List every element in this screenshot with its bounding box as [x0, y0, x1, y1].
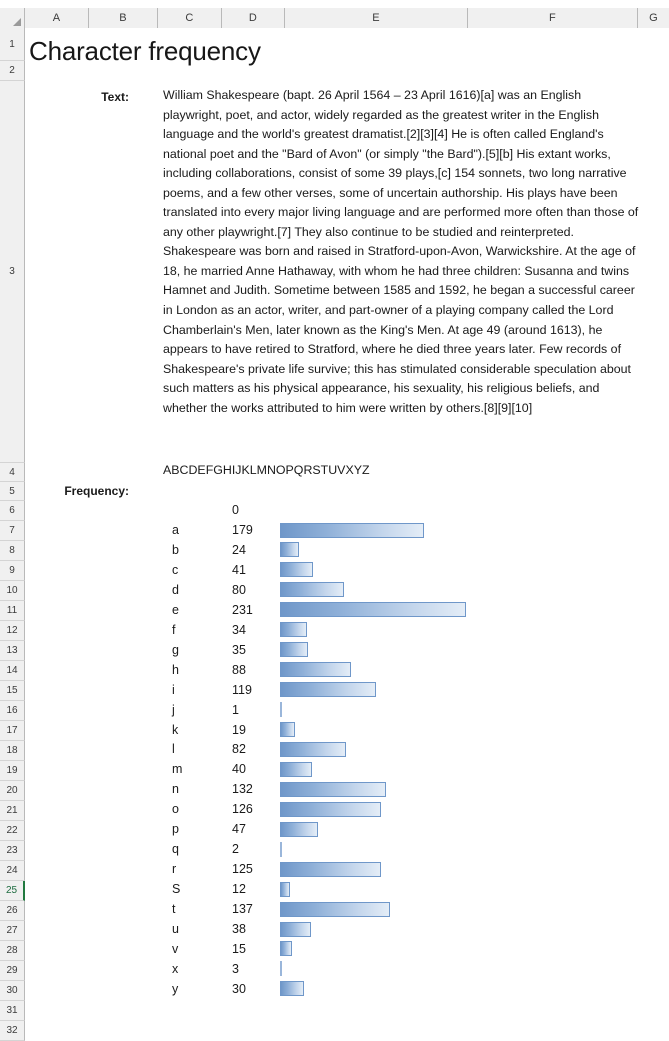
data-bar: [280, 582, 344, 597]
data-bar: [280, 941, 292, 956]
frequency-value-cell: 35: [232, 642, 246, 657]
row-header-8[interactable]: 8: [0, 541, 25, 561]
letter-cell: r: [172, 862, 177, 877]
row-header-29[interactable]: 29: [0, 961, 25, 981]
frequency-value-cell: 119: [232, 682, 252, 697]
row-headers: [0, 28, 25, 1041]
row-header-7[interactable]: 7: [0, 521, 25, 541]
data-bar: [280, 782, 386, 797]
frequency-value-cell: 132: [232, 782, 253, 797]
row-header-23[interactable]: 23: [0, 841, 25, 861]
column-header-e[interactable]: E: [285, 8, 468, 28]
data-bar: [280, 622, 307, 637]
column-header-d[interactable]: D: [222, 8, 285, 28]
row-header-9[interactable]: 9: [0, 561, 25, 581]
row-header-13[interactable]: 13: [0, 641, 25, 661]
column-header-f[interactable]: F: [468, 8, 638, 28]
row-header-16[interactable]: 16: [0, 701, 25, 721]
data-bar: [280, 822, 318, 837]
frequency-value-cell: 3: [232, 961, 239, 976]
row-header-24[interactable]: 24: [0, 861, 25, 881]
data-bar: [280, 842, 282, 857]
data-bar: [280, 981, 304, 996]
frequency-value-cell: 179: [232, 523, 253, 537]
row-header-11[interactable]: 11: [0, 601, 25, 621]
row-header-19[interactable]: 19: [0, 761, 25, 781]
letter-cell: l: [172, 742, 175, 757]
letter-cell: h: [172, 662, 179, 677]
row-header-2[interactable]: 2: [0, 61, 25, 81]
row-header-31[interactable]: 31: [0, 1001, 25, 1021]
letter-cell: S: [172, 882, 181, 897]
row-header-1[interactable]: 1: [0, 28, 25, 61]
frequency-value-cell: 47: [232, 822, 246, 837]
row-header-18[interactable]: 18: [0, 741, 25, 761]
letter-cell: m: [172, 762, 183, 777]
data-bar: [280, 862, 381, 877]
letter-cell: p: [172, 822, 179, 837]
frequency-value-cell: 15: [232, 941, 246, 956]
letter-cell: t: [172, 902, 176, 917]
page-title: Character frequency: [29, 36, 261, 66]
row-header-26[interactable]: 26: [0, 901, 25, 921]
data-bar: [280, 682, 376, 697]
frequency-value-cell: 82: [232, 742, 246, 757]
frequency-value-cell: 38: [232, 922, 246, 936]
letter-cell: b: [172, 542, 179, 557]
letter-cell: q: [172, 842, 179, 857]
row-header-32[interactable]: 32: [0, 1021, 25, 1041]
row-header-6[interactable]: 6: [0, 501, 25, 521]
column-header-b[interactable]: B: [89, 8, 158, 28]
data-bar: [280, 542, 299, 557]
column-headers: [0, 8, 669, 28]
frequency-value-cell: 80: [232, 582, 246, 597]
body-text: William Shakespeare (bapt. 26 April 1564 – 23 April 1616)[a] was an English playwright, poet, and actor, widely regarded as the greatest writer in the English language and the world's greatest dramatist.[2][3][4] He is often called England's national poet and the "Bard of Avon" (or simply "the Bard").[5][b] His extant works, including collaborations, consist of some 39 plays,[c] 154 sonnets, two long narrative poems, and a few other verses, some of uncertain authorship. His plays have been translated into every major living language and are performed more often than those of any other playwright.[7] They also continue to be studied and reinterpreted. Shakespeare was born and raised in Stratford-upon-Avon, Warwickshire. At the age of 18, he married Anne Hathaway, with whom he had three children: Susanna and twins Hamnet and Judith. Sometime between 1585 and 1592, he began a successful career in London as an actor, writer, and part-owner of a playing company called the Lord Chamberlain's Men, later known as the King's Men. At age 49 (around 1613), he appears to have retired to Stratford, where he died three years later. Few records of Shakespeare's private life survive; this has stimulated considerable speculation about such matters as his physical appearance, his sexuality, his religious beliefs, and whether the works attributed to him were written by others.[8][9][10]: [163, 88, 642, 415]
frequency-value-cell: 231: [232, 602, 253, 617]
letter-cell: d: [172, 582, 179, 597]
grid-body: [25, 28, 669, 1024]
row-header-27[interactable]: 27: [0, 921, 25, 941]
data-bar: [280, 882, 290, 897]
data-bar: [280, 742, 346, 757]
frequency-value-cell: 41: [232, 562, 246, 577]
select-all-button[interactable]: [0, 8, 25, 28]
data-bar: [280, 802, 381, 817]
letter-cell: j: [172, 702, 175, 717]
frequency-value-cell: 40: [232, 762, 246, 777]
row-header-15[interactable]: 15: [0, 681, 25, 701]
letter-cell: c: [172, 562, 179, 577]
data-bar: [280, 722, 295, 737]
row-header-25[interactable]: 25: [0, 881, 25, 901]
letter-cell: k: [172, 722, 179, 737]
letter-cell: v: [172, 941, 179, 956]
data-bar: [280, 961, 282, 976]
column-header-c[interactable]: C: [158, 8, 222, 28]
frequency-value-cell: 137: [232, 902, 253, 917]
letter-cell: u: [172, 922, 179, 936]
frequency-value-cell: 19: [232, 722, 246, 737]
data-bar: [280, 662, 351, 677]
data-bar: [280, 642, 308, 657]
data-bar: [280, 762, 312, 777]
column-header-g[interactable]: G: [638, 8, 669, 28]
row-header-17[interactable]: 17: [0, 721, 25, 741]
frequency-value-cell: 1: [232, 702, 239, 717]
data-bar: [280, 702, 282, 717]
row-header-14[interactable]: 14: [0, 661, 25, 681]
row-header-12[interactable]: 12: [0, 621, 25, 641]
row-header-4[interactable]: 4: [0, 463, 25, 482]
row-header-22[interactable]: 22: [0, 821, 25, 841]
row-header-10[interactable]: 10: [0, 581, 25, 601]
letter-cell: e: [172, 602, 179, 617]
frequency-value-cell: 34: [232, 622, 246, 637]
row-header-5[interactable]: 5: [0, 482, 25, 501]
row-header-20[interactable]: 20: [0, 781, 25, 801]
column-header-a[interactable]: A: [25, 8, 89, 28]
row-header-3[interactable]: 3: [0, 81, 25, 463]
data-bar: [280, 602, 466, 617]
data-bar: [280, 562, 313, 577]
frequency-label: Frequency:: [64, 484, 129, 498]
frequency-value-cell: 126: [232, 802, 253, 817]
frequency-value-cell: 30: [232, 981, 246, 996]
letter-cell: g: [172, 642, 179, 657]
zero-value: 0: [232, 503, 239, 517]
frequency-value-cell: 2: [232, 842, 239, 857]
frequency-value-cell: 24: [232, 542, 246, 557]
select-all-triangle-icon: [13, 18, 21, 26]
row-header-28[interactable]: 28: [0, 941, 25, 961]
letter-cell: o: [172, 802, 179, 817]
frequency-value-cell: 88: [232, 662, 246, 677]
data-bar: [280, 523, 424, 538]
letter-cell: y: [172, 981, 179, 996]
row-header-21[interactable]: 21: [0, 801, 25, 821]
alphabet-string: ABCDEFGHIJKLMNOPQRSTUVXYZ: [163, 463, 370, 477]
letter-cell: f: [172, 622, 176, 637]
data-bar: [280, 922, 311, 937]
letter-cell: n: [172, 782, 179, 797]
text-label: Text:: [101, 90, 129, 104]
data-bar: [280, 902, 390, 917]
letter-cell: i: [172, 682, 175, 697]
row-header-30[interactable]: 30: [0, 981, 25, 1001]
frequency-value-cell: 125: [232, 862, 253, 877]
letter-cell: a: [172, 523, 179, 537]
letter-cell: x: [172, 961, 179, 976]
frequency-value-cell: 12: [232, 882, 246, 897]
